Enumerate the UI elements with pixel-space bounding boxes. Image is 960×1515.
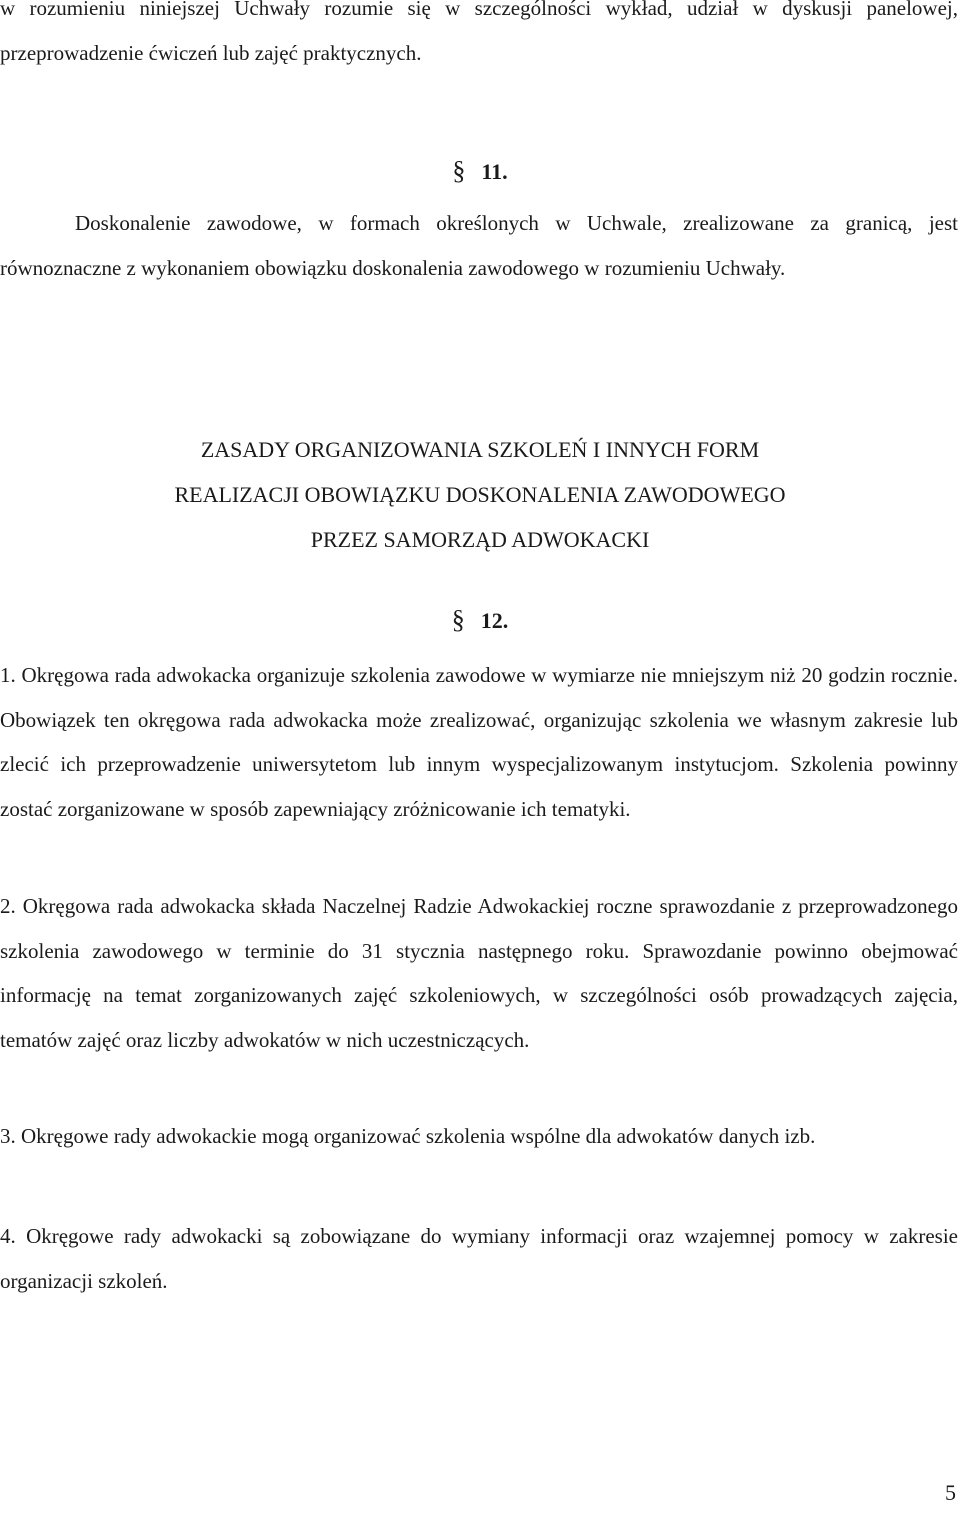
chapter-heading-line-3: PRZEZ SAMORZĄD ADWOKACKI <box>310 527 650 552</box>
section-symbol: § <box>452 156 466 185</box>
section-11-number: 11. <box>481 159 508 184</box>
chapter-heading-line-1: ZASADY ORGANIZOWANIA SZKOLEŃ I INNYCH FORM <box>200 437 760 462</box>
section-11-paragraph: Doskonalenie zawodowe, w formach określonych w Uchwale, zrealizowane za granicą, jest równoznaczne z wykonaniem obowiązku doskonalenia zawodowego w rozumieniu Uchwały. <box>0 211 958 280</box>
section-symbol: § <box>451 605 465 634</box>
continuation-paragraph: w rozumieniu niniejszej Uchwały rozumie się w szczególności wykład, udział w dyskusji panelowej, przeprowadzenie ćwiczeń lub zajęć praktycznych. <box>0 0 958 65</box>
section-12-point-2: 2. Okręgowa rada adwokacka składa Naczelnej Radzie Adwokackiej roczne sprawozdanie z przeprowadzonego szkolenia zawodowego w terminie do 31 stycznia następnego roku. Sprawozdanie powinno obejmować informację na temat zorganizowanych zajęć szkoleniowych, w szczególności osób prowadzących zajęcia, tematów zajęć oraz liczby adwokatów w nich uczestniczących. <box>0 894 958 1052</box>
section-11-mark <box>0 156 960 187</box>
section-12-point-1: 1. Okręgowa rada adwokacka organizuje szkolenia zawodowe w wymiarze nie mniejszym niż 20 godzin rocznie. Obowiązek ten okręgowa rada adwokacka może zrealizować, organizując szkolenia we własnym zakresie lub zlecić ich przeprowadzenie uniwersytetom lub innym wyspecjalizowanym instytucjom. Szkolenia powinny zostać zorganizowane w sposób zapewniający zróżnicowanie ich tematyki. <box>0 663 958 821</box>
section-12-number: 12. <box>480 608 509 633</box>
page-number: 5 <box>945 1480 956 1505</box>
chapter-heading-line-2: REALIZACJI OBOWIĄZKU DOSKONALENIA ZAWODOWEGO <box>174 482 786 507</box>
chapter-heading <box>0 427 960 562</box>
section-12-mark <box>0 605 960 636</box>
section-12-point-3: 3. Okręgowe rady adwokackie mogą organizować szkolenia wspólne dla adwokatów danych izb. <box>0 1124 816 1148</box>
section-12-point-4: 4. Okręgowe rady adwokacki są zobowiązane do wymiany informacji oraz wzajemnej pomocy w zakresie organizacji szkoleń. <box>0 1224 958 1293</box>
